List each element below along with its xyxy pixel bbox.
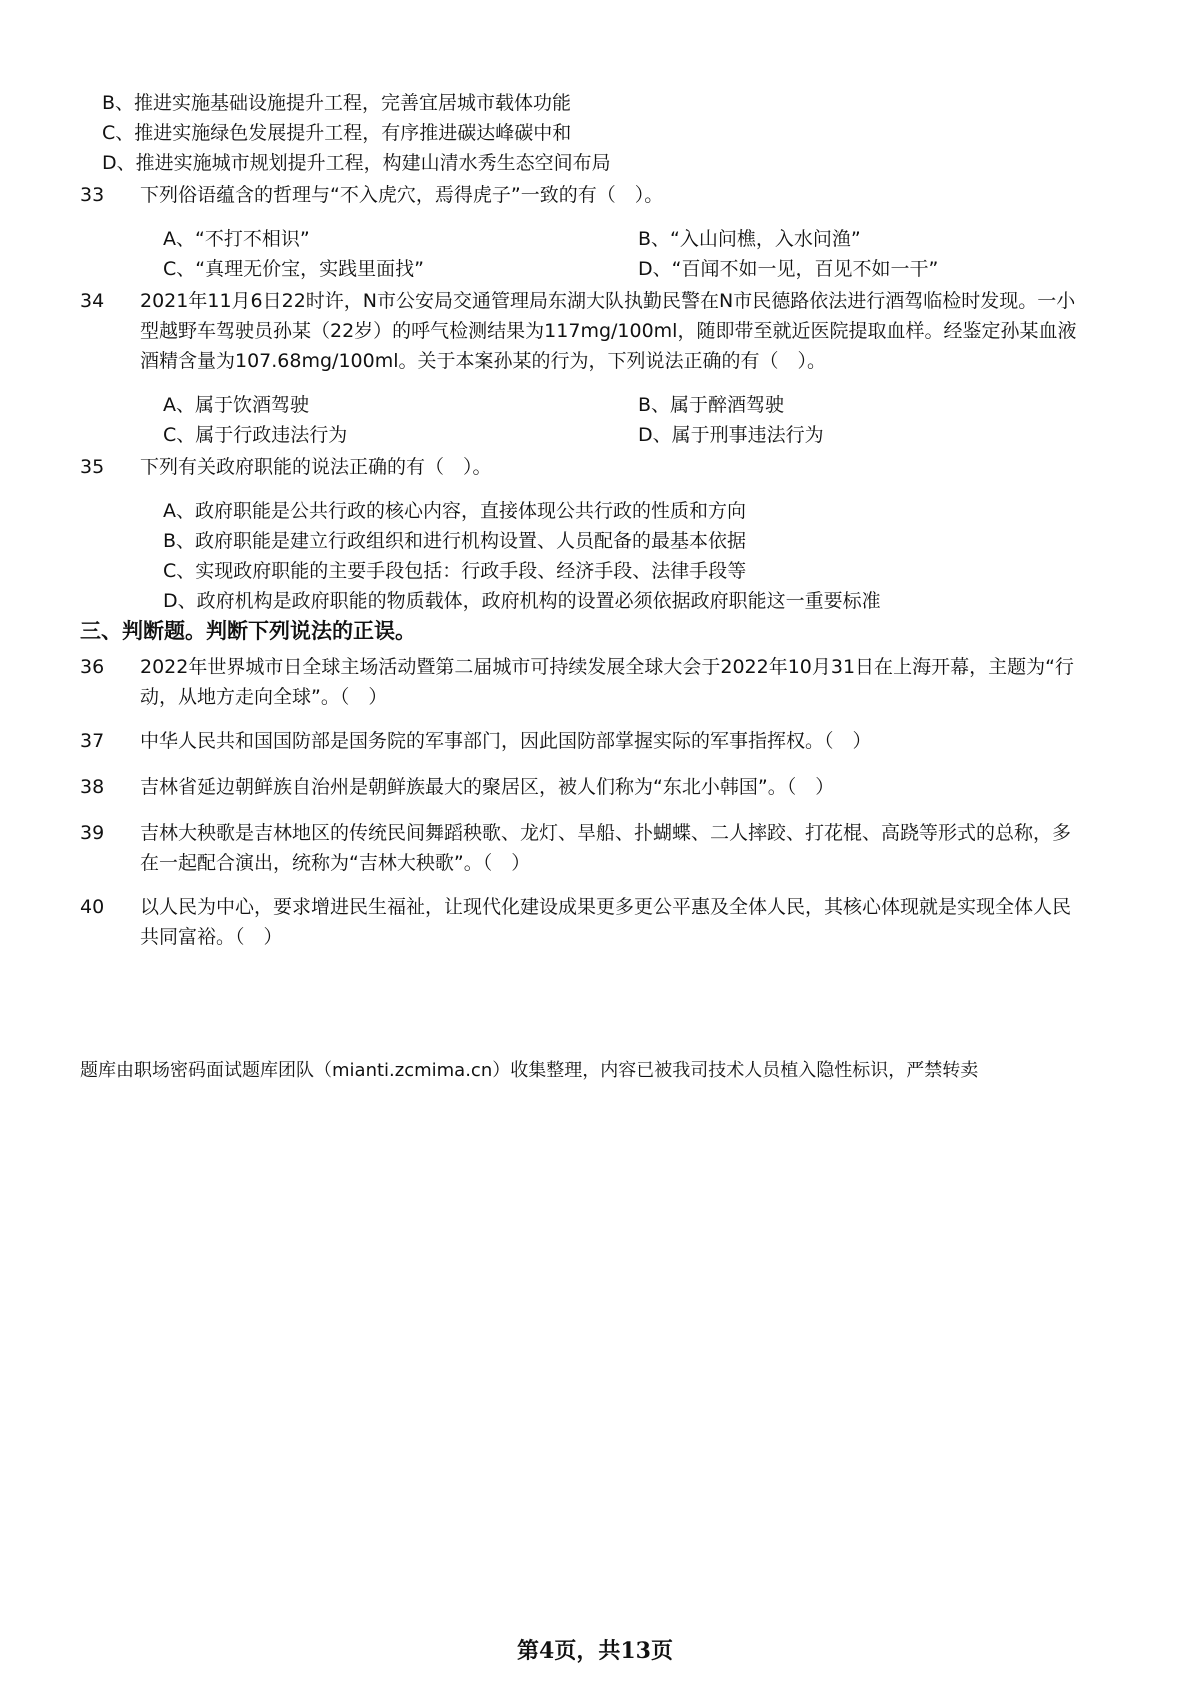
q32-option-c: C、推进实施绿色发展提升工程，有序推进碳达峰碳中和 xyxy=(102,122,572,144)
q35-stem: 下列有关政府职能的说法正确的有（ ）。 xyxy=(140,456,492,478)
q34-option-a: A、属于饮酒驾驶 xyxy=(163,394,309,416)
q34-option-c: C、属于行政违法行为 xyxy=(163,424,348,446)
q34-stem: 2021年11月6日22时许，N市公安局交通管理局东湖大队执勤民警在N市民德路依法进行酒驾临检时发现。一小型越野车驾驶员孙某（22岁）的呼气检测结果为117mg/100ml，随即带至就近医院提取血样。经鉴定孙某血液酒精含量为107.68mg/100ml。关于本案孙某的行为，下列说法正确的有（ ）。 xyxy=(140,290,1077,372)
q34-option-b: B、属于醉酒驾驶 xyxy=(638,394,785,416)
q36-number: 36 xyxy=(80,656,105,678)
q35-option-b: B、政府职能是建立行政组织和进行机构设置、人员配备的最基本依据 xyxy=(163,530,747,552)
q33-option-c: C、“真理无价宝，实践里面找” xyxy=(163,258,424,280)
q35-option-d: D、政府机构是政府职能的物质载体，政府机构的设置必须依据政府职能这一重要标准 xyxy=(163,590,881,612)
q35-option-a: A、政府职能是公共行政的核心内容，直接体现公共行政的性质和方向 xyxy=(163,500,746,522)
q35-option-c: C、实现政府职能的主要手段包括：行政手段、经济手段、法律手段等 xyxy=(163,560,747,582)
q32-option-b: B、推进实施基础设施提升工程，完善宜居城市载体功能 xyxy=(102,92,572,114)
q40-stem: 以人民为中心，要求增进民生福祉，让现代化建设成果更多更公平惠及全体人民，其核心体现就是实现全体人民共同富裕。（ ） xyxy=(140,896,1072,948)
page-indicator: 第4页，共13页 xyxy=(517,1638,673,1664)
q39-number: 39 xyxy=(80,822,105,844)
q38-stem: 吉林省延边朝鲜族自治州是朝鲜族最大的聚居区，被人们称为“东北小韩国”。（ ） xyxy=(140,776,835,798)
q40-number: 40 xyxy=(80,896,105,918)
q33-option-d: D、“百闻不如一见，百见不如一干” xyxy=(638,258,939,280)
section-heading: 三、判断题。判断下列说法的正误。 xyxy=(80,619,416,643)
q34-number: 34 xyxy=(80,290,105,312)
q38-number: 38 xyxy=(80,776,105,798)
q39-stem: 吉林大秧歌是吉林地区的传统民间舞蹈秧歌、龙灯、旱船、扑蝴蝶、二人摔跤、打花棍、高跷等形式的总称，多在一起配合演出，统称为“吉林大秧歌”。（ ） xyxy=(140,822,1072,874)
q37-stem: 中华人民共和国国防部是国务院的军事部门，因此国防部掌握实际的军事指挥权。（ ） xyxy=(140,730,872,752)
q33-number: 33 xyxy=(80,184,105,206)
q32-option-d: D、推进实施城市规划提升工程，构建山清水秀生态空间布局 xyxy=(102,152,611,174)
source-note: 题库由职场密码面试题库团队（mianti.zcmima.cn）收集整理，内容已被我司技术人员植入隐性标识，严禁转卖 xyxy=(80,1060,979,1081)
q35-number: 35 xyxy=(80,456,105,478)
q36-stem: 2022年世界城市日全球主场活动暨第二届城市可持续发展全球大会于2022年10月31日在上海开幕，主题为“行动，从地方走向全球”。（ ） xyxy=(140,656,1074,708)
q33-option-a: A、“不打不相识” xyxy=(163,228,310,250)
q33-stem: 下列俗语蕴含的哲理与“不入虎穴，焉得虎子”一致的有（ ）。 xyxy=(140,184,664,206)
q33-option-b: B、“入山问樵，入水问渔” xyxy=(638,228,861,250)
q34-option-d: D、属于刑事违法行为 xyxy=(638,424,824,446)
q37-number: 37 xyxy=(80,730,105,752)
